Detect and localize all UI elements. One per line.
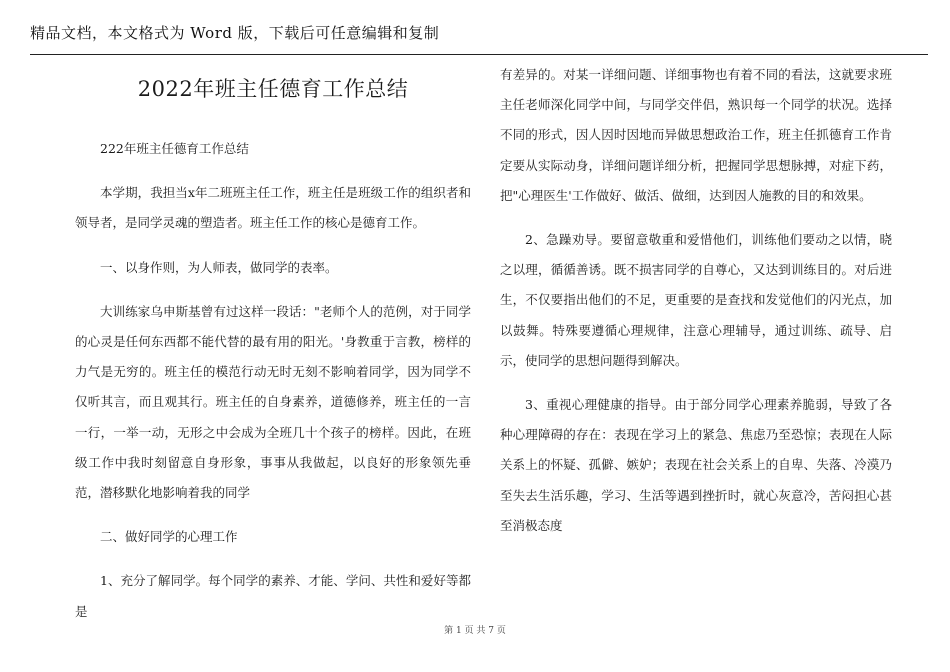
- section-heading-2: 二、做好同学的心理工作: [100, 529, 238, 545]
- body-paragraph: 1、充分了解同学。每个同学的素养、才能、学问、共性和爱好等都是: [75, 573, 471, 619]
- header-divider: [30, 54, 928, 55]
- intro-paragraph: 本学期，我担当x年二班班主任工作，班主任是班级工作的组织者和领导者，是同学灵魂的塑造者。班主任工作的核心是德育工作。: [75, 185, 471, 231]
- continued-paragraph: 有差异的。对某一详细问题、详细事物也有着不同的看法，这就要求班主任老师深化同学中间，与同学交伴侣，熟识每一个同学的状况。选择不同的形式，因人因时因地而异做思想政治工作，班主任抓德育工作肯定要从实际动身，详细问题详细分析，把握同学思想脉搏，对症下药，把"心理医生'工作做好、做活、做细，达到因人施教的目的和效果。: [500, 67, 892, 203]
- subtitle-paragraph: 222年班主任德育工作总结: [100, 141, 249, 156]
- left-column: [75, 60, 471, 641]
- document-title: 2022年班主任德育工作总结: [137, 77, 409, 101]
- section-heading-1: 一、以身作则，为人师表，做同学的表率。: [100, 259, 338, 275]
- right-column: [500, 60, 892, 555]
- body-paragraph: 大训练家乌申斯基曾有过这样一段话："老师个人的范例，对于同学的心灵是任何东西都不能代替的最有用的阳光。'身教重于言教，榜样的力气是无穷的。班主任的模范行动无时无刻不影响着同学，因为同学不仅听其言，而且观其行。班主任的自身素养，道德修养，班主任的一言一行，一举一动，无形之中会成为全班几十个孩子的榜样。因此，在班级工作中我时刻留意自身形象，事事从我做起，以良好的形象领先垂范，潜移默化地影响着我的同学: [75, 303, 471, 501]
- body-paragraph: 3、重视心理健康的指导。由于部分同学心理素养脆弱，导致了各种心理障碍的存在：表现在学习上的紧急、焦虑乃至恐惊；表现在人际关系上的怀疑、孤僻、嫉妒；表现在社会关系上的自卑、失落、冷漠乃至失去生活乐趣，学习、生活等遇到挫折时，就心灰意冷，苦闷担心甚至消极态度: [500, 397, 892, 533]
- page-number: 第 1 页 共 7 页: [444, 626, 506, 636]
- body-paragraph: 2、急躁劝导。要留意敬重和爱惜他们，训练他们要动之以情，晓之以理，循循善诱。既不损害同学的自尊心，又达到训练目的。对后进生，不仅要指出他们的不足，更重要的是查找和发觉他们的闪光点，加以鼓舞。特殊要遵循心理规律，注意心理辅导，通过训练、疏导、启示，使同学的思想问题得到解决。: [500, 232, 892, 368]
- document-header: 精品文档，本文格式为 Word 版，下载后可任意编辑和复制: [30, 24, 440, 42]
